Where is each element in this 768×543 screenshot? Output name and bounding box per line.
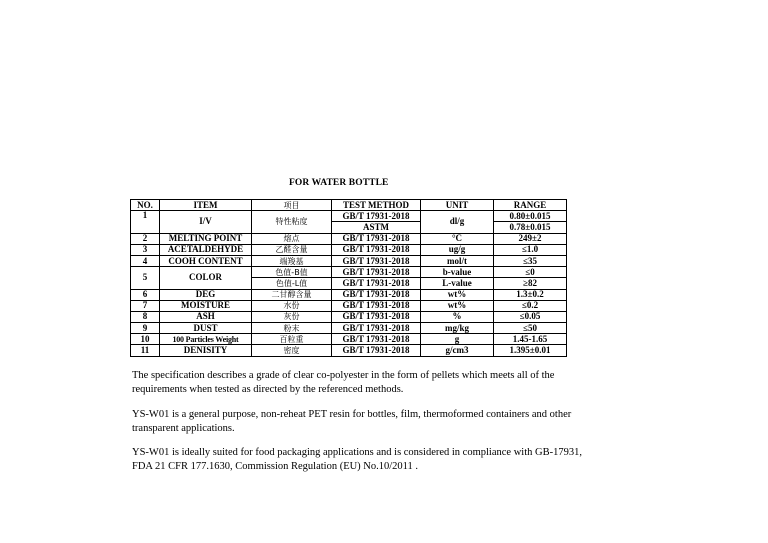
cell-method: GB/T 17931-2018 <box>332 255 421 266</box>
cell-item: ASH <box>160 311 252 322</box>
cell-item-cn: 色值-B值 <box>252 267 332 278</box>
table-row <box>131 211 567 222</box>
cell-range: ≤0 <box>494 267 567 278</box>
cell-range: ≤0.2 <box>494 300 567 311</box>
table-header-row <box>131 200 567 211</box>
cell-item-cn: 粉末 <box>252 323 332 334</box>
table-row <box>131 244 567 255</box>
cell-unit: ug/g <box>421 244 494 255</box>
cell-unit: mol/t <box>421 255 494 266</box>
cell-method: GB/T 17931-2018 <box>332 289 421 300</box>
table-row <box>131 311 567 322</box>
cell-item: MELTING POINT <box>160 233 252 244</box>
cell-item: 100 Particles Weight <box>160 334 252 345</box>
cell-unit: b-value <box>421 267 494 278</box>
cell-item-cn: 二甘醇含量 <box>252 289 332 300</box>
cell-method: GB/T 17931-2018 <box>332 300 421 311</box>
cell-unit: wt% <box>421 300 494 311</box>
cell-no: 10 <box>131 334 160 345</box>
cell-item-cn: 灰份 <box>252 311 332 322</box>
cell-unit: dl/g <box>421 211 494 233</box>
cell-unit: % <box>421 311 494 322</box>
cell-no: 3 <box>131 244 160 255</box>
cell-item-cn: 特性粘度 <box>252 211 332 233</box>
table-row <box>131 255 567 266</box>
cell-method: GB/T 17931-2018 <box>332 233 421 244</box>
cell-range: 1.3±0.2 <box>494 289 567 300</box>
header-test-method: TEST METHOD <box>332 200 421 211</box>
cell-item: MOISTURE <box>160 300 252 311</box>
table-row <box>131 233 567 244</box>
cell-item: DEG <box>160 289 252 300</box>
cell-item: I/V <box>160 211 252 233</box>
cell-range: ≤1.0 <box>494 244 567 255</box>
cell-unit: g <box>421 334 494 345</box>
cell-method: ASTM <box>332 222 421 233</box>
cell-method: GB/T 17931-2018 <box>332 267 421 278</box>
cell-range: ≤50 <box>494 323 567 334</box>
cell-unit: g/cm3 <box>421 345 494 356</box>
cell-item-cn: 水份 <box>252 300 332 311</box>
cell-item-cn: 百粒重 <box>252 334 332 345</box>
cell-no: 2 <box>131 233 160 244</box>
cell-method: GB/T 17931-2018 <box>332 244 421 255</box>
cell-method: GB/T 17931-2018 <box>332 278 421 289</box>
cell-range: ≤35 <box>494 255 567 266</box>
cell-method: GB/T 17931-2018 <box>332 334 421 345</box>
cell-item: DENISITY <box>160 345 252 356</box>
cell-item: ACETALDEHYDE <box>160 244 252 255</box>
cell-no: 4 <box>131 255 160 266</box>
cell-unit: °C <box>421 233 494 244</box>
cell-range: 0.80±0.015 <box>494 211 567 222</box>
specification-table <box>130 199 567 357</box>
cell-no: 5 <box>131 267 160 289</box>
cell-method: GB/T 17931-2018 <box>332 323 421 334</box>
cell-range: 249±2 <box>494 233 567 244</box>
header-item-cn: 项目 <box>252 200 332 211</box>
cell-method: GB/T 17931-2018 <box>332 211 421 222</box>
cell-range: 1.45-1.65 <box>494 334 567 345</box>
cell-no: 7 <box>131 300 160 311</box>
header-item: ITEM <box>160 200 252 211</box>
cell-no: 11 <box>131 345 160 356</box>
paragraph-compliance: YS-W01 is ideally suited for food packaging applications and is considered in compliance with GB-17931, FDA 21 CFR 177.1630, Commission Regulation (EU) No.10/2011 . <box>132 447 582 472</box>
cell-method: GB/T 17931-2018 <box>332 345 421 356</box>
cell-item-cn: 熔点 <box>252 233 332 244</box>
cell-no: 1 <box>131 211 160 233</box>
cell-item-cn: 密度 <box>252 345 332 356</box>
cell-no: 9 <box>131 323 160 334</box>
table-row <box>131 334 567 345</box>
cell-range: 0.78±0.015 <box>494 222 567 233</box>
table-row <box>131 323 567 334</box>
cell-no: 6 <box>131 289 160 300</box>
cell-item-cn: 端羧基 <box>252 255 332 266</box>
cell-unit: mg/kg <box>421 323 494 334</box>
paragraph-general-purpose: YS-W01 is a general purpose, non-reheat PET resin for bottles, film, thermoformed containers and other transparent applications. <box>132 409 572 434</box>
header-no: NO. <box>131 200 160 211</box>
cell-range: 1.395±0.01 <box>494 345 567 356</box>
document-title: FOR WATER BOTTLE <box>289 178 389 188</box>
cell-range: ≤0.05 <box>494 311 567 322</box>
table-row <box>131 300 567 311</box>
table-row <box>131 267 567 278</box>
cell-unit: L-value <box>421 278 494 289</box>
cell-method: GB/T 17931-2018 <box>332 311 421 322</box>
cell-item: COLOR <box>160 267 252 289</box>
cell-item: DUST <box>160 323 252 334</box>
table-row <box>131 289 567 300</box>
cell-item-cn: 色值-L值 <box>252 278 332 289</box>
table-row <box>131 345 567 356</box>
cell-range: ≥82 <box>494 278 567 289</box>
cell-item: COOH CONTENT <box>160 255 252 266</box>
cell-unit: wt% <box>421 289 494 300</box>
header-range: RANGE <box>494 200 567 211</box>
cell-item-cn: 乙醛含量 <box>252 244 332 255</box>
cell-no: 8 <box>131 311 160 322</box>
paragraph-specification: The specification describes a grade of clear co-polyester in the form of pellets which meets all of the requirements when tested as directed by the referenced methods. <box>132 370 555 395</box>
header-unit: UNIT <box>421 200 494 211</box>
